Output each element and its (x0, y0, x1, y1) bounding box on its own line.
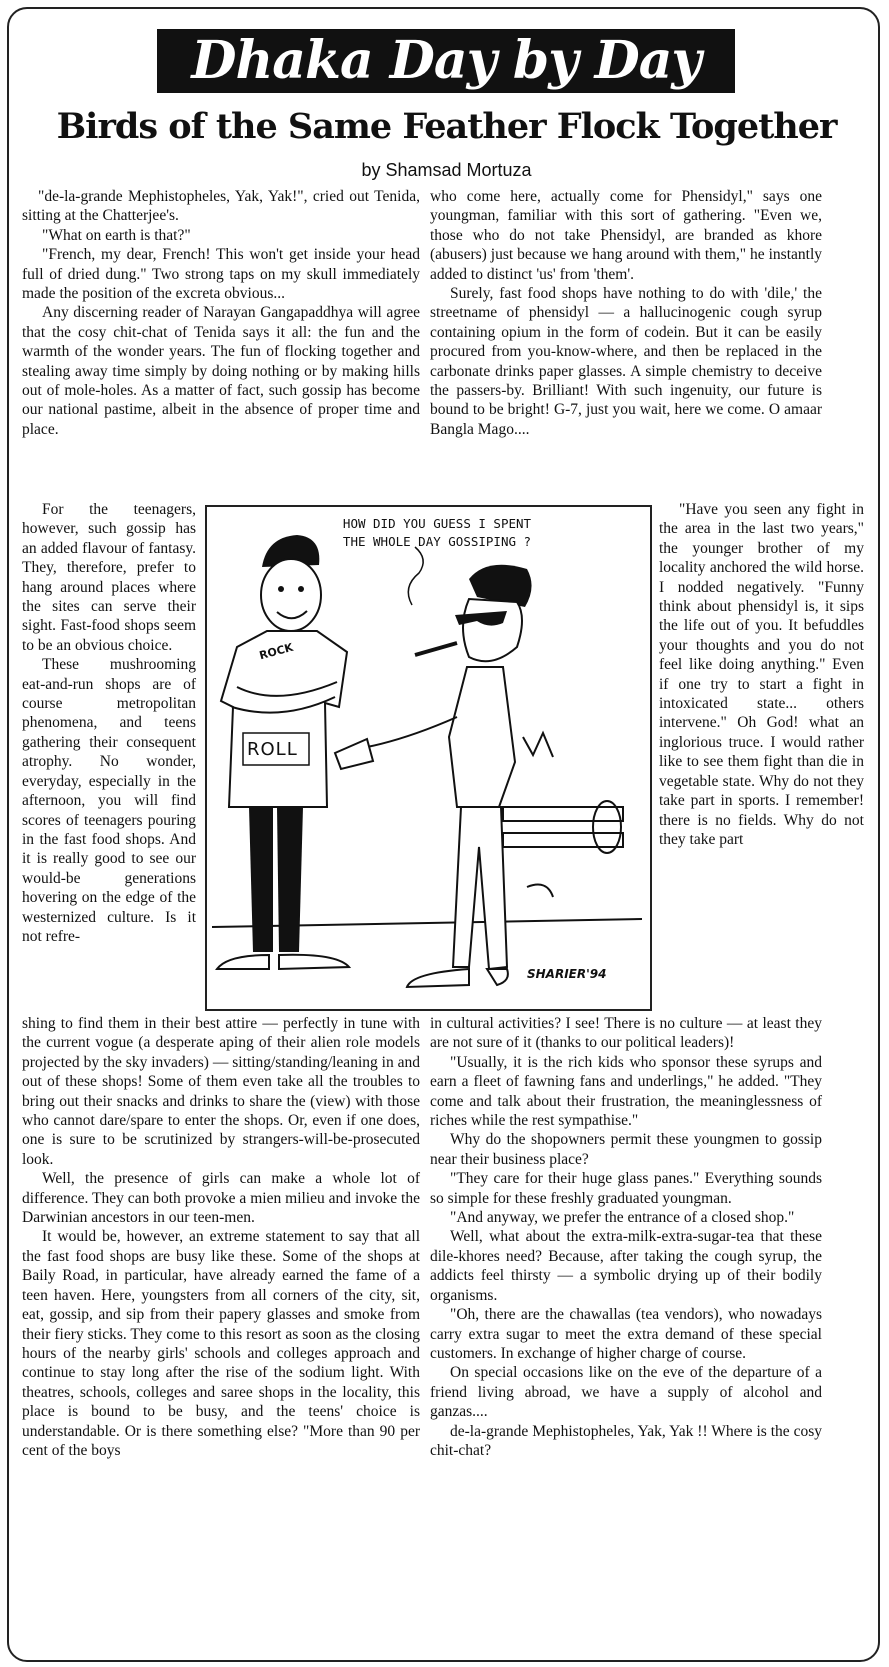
paragraph: "Oh, there are the chawallas (tea vendors), who nowadays carry extra sugar to meet the extra demand of these special customers. In exchange of higher charge of course. (430, 1306, 822, 1362)
figure-left-shoe (217, 955, 269, 969)
column-wrap-right (659, 500, 864, 849)
headline: Birds of the Same Feather Flock Together (56, 106, 837, 147)
figure-left-shirt (221, 631, 347, 807)
figure-right-arm (367, 717, 457, 747)
cartoon-illustration (205, 505, 652, 1011)
paragraph: de-la-grande Mephistopheles, Yak, Yak !! Where is the cosy chit-chat? (430, 1422, 822, 1459)
paragraph: "What on earth is that?" (42, 226, 191, 244)
paragraph: "Have you seen any fight in the area in the last two years," the younger brother of my locality anchored the wild horse. I nodded negatively. "Funny think about phensidyl is, it sips the life out of you. It befuddles your thoughts and you do not feel like doing anything." Even if one try to start a fight in intoxicated state... others intervene." Oh God! what an inglorious truce. I would rather like to see them fight than die in vegetable state. Why do not they take part in sports. I remember! there is no fields. Why do not they take part (659, 501, 864, 848)
figure-right-legs (453, 807, 507, 969)
column-left-top (22, 187, 420, 439)
ground-line (212, 919, 642, 927)
article-frame (7, 7, 880, 1662)
shirt-text-bottom: ROLL (247, 739, 298, 760)
bench-bar (503, 833, 623, 847)
column-banner (157, 29, 735, 93)
paragraph: "And anyway, we prefer the entrance of a closed shop." (450, 1209, 795, 1227)
byline: by Shamsad Mortuza (361, 160, 532, 180)
figure-right-shoe (487, 969, 508, 985)
figure-right-shoe (407, 969, 469, 987)
paragraph: For the teenagers, however, such gossip has an added flavour of fantasy. They, therefore, prefer to hang around places where the sites can serve their sight. Fast-food shops seem to be an obvious choice. (22, 501, 196, 654)
paragraph: Well, the presence of girls can make a whole lot of difference. They can both provoke a mien milieu and invoke the Darwinian ancestors in our teen-men. (22, 1170, 420, 1227)
shirt-text-top: ROCK (257, 640, 295, 663)
figure-left-shoe (279, 955, 349, 969)
bench-bar (503, 807, 623, 821)
column-right-top (430, 187, 822, 439)
cartoonist-signature: SHARIER'94 (527, 967, 607, 981)
paragraph: Surely, fast food shops have nothing to do with 'dile,' the streetname of phensidyl — a hallucinogenic cough syrup containing opium in the form of codein. But it can be easily procured from you-know-where, and then be replaced in the carbonate drinks paper glasses. A simple chemistry to deceive the passers-by. Brilliant! With such ingenuity, our future is bound to be bright! G-7, just you wait, here we come. O amaar Bangla Mago.... (430, 285, 822, 438)
column-left-bottom (22, 1014, 420, 1460)
figure-left-leg (249, 807, 273, 952)
paragraph: On special occasions like on the eve of the departure of a friend living abroad, we have a supply of alcohol and ganzas.... (430, 1364, 822, 1421)
paragraph: These mushrooming eat-and-run shops are of course metropolitan phenomena, and teens gathering their consequent atrophy. No wonder, everyday, especially in the afternoon, you will find scores of teenagers pouring in the fast food shops. And it is really good to see our would-be generations hovering on the edge of the westernized culture. Is it not refre- (22, 656, 196, 945)
column-wrap-left (22, 500, 196, 946)
banner-title: Dhaka Day by Day (191, 30, 701, 91)
column-right-bottom (430, 1014, 822, 1460)
paragraph: Why do the shopowners permit these youngmen to gossip near their business place? (430, 1131, 822, 1168)
cartoon-caption: HOW DID YOU GUESS I SPENT THE WHOLE DAY GOSSIPING ? (342, 516, 532, 549)
cigarette-icon (415, 643, 457, 655)
paragraph: "They care for their huge glass panes." Everything sounds so simple for these freshly graduated youngman. (430, 1170, 822, 1207)
figure-right-hand (335, 739, 373, 769)
scribble-icon (527, 885, 553, 897)
figure-left-eye (298, 586, 304, 592)
paragraph: Well, what about the extra-milk-extra-sugar-tea that these dile-khores need? Because, after taking the cough syrup, the addicts feel thirsty — a symbolic drying up of their bodily organisms. (430, 1228, 822, 1304)
figure-left-head (261, 559, 321, 631)
paragraph: "French, my dear, French! This won't get inside your head full of dried dung." Two strong taps on my skull immediately made the position of the excreta obvious... (22, 246, 420, 303)
figure-left-leg (277, 807, 303, 952)
paragraph: shing to find them in their best attire — perfectly in tune with the current vogue (a desperate aping of their alien role models projected by the sky invaders) — sitting/standing/leaning in and out of these shops! Some of them even take all the troubles to bring out their snacks and drinks to share the (view) with those who cannot dare/spare to enter the shops. Or, even if one does, one is sure to be scrutinized by strangers-will-be-prosecuted look. (22, 1015, 420, 1168)
paragraph: in cultural activities? I see! There is no culture — at least they are not sure of it (thanks to our political leaders)! (430, 1015, 822, 1052)
figure-left-eye (278, 586, 284, 592)
scribble-icon (523, 733, 553, 757)
paragraph: It would be, however, an extreme statement to say that all the fast food shops are busy like these. Some of the shops at Baily Road, in particular, have already earned the fame of a teen haven. Here, youngsters from all corners of the city, sit, eat, gossip, and sip from their papery glasses and smoke from their fiery sticks. They come to this resort as soon as the closing hours of the nearby girls' schools and colleges approach and continue to stay long after the rise of the sodium light. With theatres, schools, colleges and saree shops in the locality, this place is bound to be busy, and the teens' choice is understandable. Or is there something else? "More than 90 per cent of the boys (22, 1228, 420, 1459)
figure-right-head (463, 599, 522, 661)
paragraph: "Usually, it is the rich kids who sponsor these syrups and earn a fleet of fawning fans and underlings," he added. "They come and talk about their frustration, the meaninglessness of riches while the rest sympathise." (430, 1053, 822, 1130)
paragraph: "de-la-grande Mephistopheles, Yak, Yak!", cried out Tenida, sitting at the Chatterjee's. (22, 188, 420, 225)
smoke-icon (408, 547, 423, 605)
paragraph: Any discerning reader of Narayan Gangapaddhya will agree that the cosy chit-chat of Tenida says it all: the fun and the warmth of the wonder years. The fun of flocking together and stealing away time simply by doing nothing or by making hills out of mole-holes. As a matter of fact, such gossip has become our national pastime, albeit in the absence of proper time and place. (22, 304, 420, 438)
figure-right-shirt (449, 667, 515, 807)
paragraph: who come here, actually come for Phensidyl," says one youngman, familiar with this sort of gathering. "Even we, those who do not take Phensidyl, are branded as khore (abusers) just because we hang around with them," he instantly added to distinct 'us' from 'them'. (430, 188, 822, 283)
